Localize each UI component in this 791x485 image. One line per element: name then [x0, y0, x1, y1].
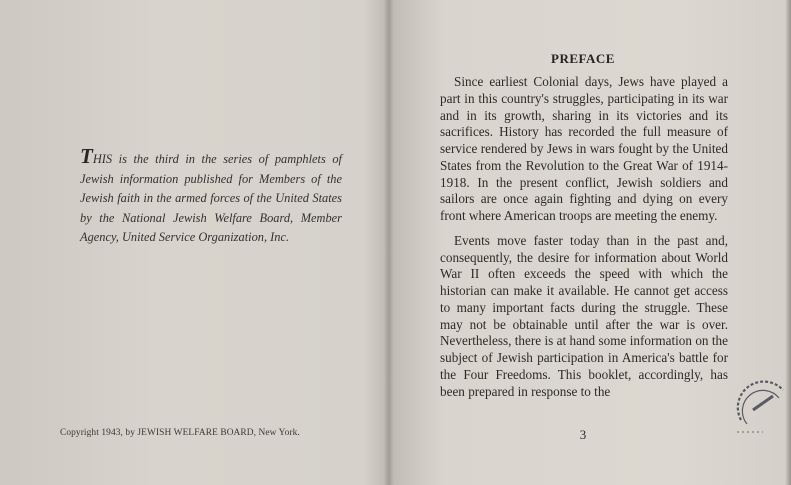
preface-paragraph-1: Since earliest Colonial days, Jews have played a part in this country's struggles, participating in its war and in its growth, sharing in its victories and its sacrifices. History has recorded the full measure of service rendered by Jews in wars fought by the United States from the Revolution to the Great War of 1914-1918. In the present conflict, Jewish soldiers and sailors are once again fighting and dying on every front where American troops are meeting the enemy. — [440, 74, 728, 223]
intro-text: HIS is the third in the series of pamphlets of Jewish information published for Members of the Jewish faith in the armed forces of the United States by the National Jewish Welfare Board, Member Agency, United Service Organization, Inc. — [80, 152, 342, 244]
page-number: 3 — [579, 427, 587, 442]
preface-paragraph-2: Events move faster today than in the past and, consequently, the desire for information about World War II often exceeds the speed with which the historian can make it available. He cannot get access to many important facts during the struggle. These may not be obtainable until after the war is over. Nevertheless, there is at hand some information on the subject of Jewish participation in America's battle for the Four Freedoms. This booklet, accordingly, has been prepared in response to the — [440, 232, 728, 399]
book-gutter — [384, 0, 394, 485]
library-stamp-icon — [733, 380, 789, 440]
intro-paragraph — [80, 144, 342, 248]
copyright-line: Copyright 1943, by JEWISH WELFARE BOARD, New York. — [60, 428, 300, 438]
drop-cap: T — [80, 144, 93, 168]
preface-body — [440, 74, 728, 408]
page-title: PREFACE — [551, 51, 615, 66]
